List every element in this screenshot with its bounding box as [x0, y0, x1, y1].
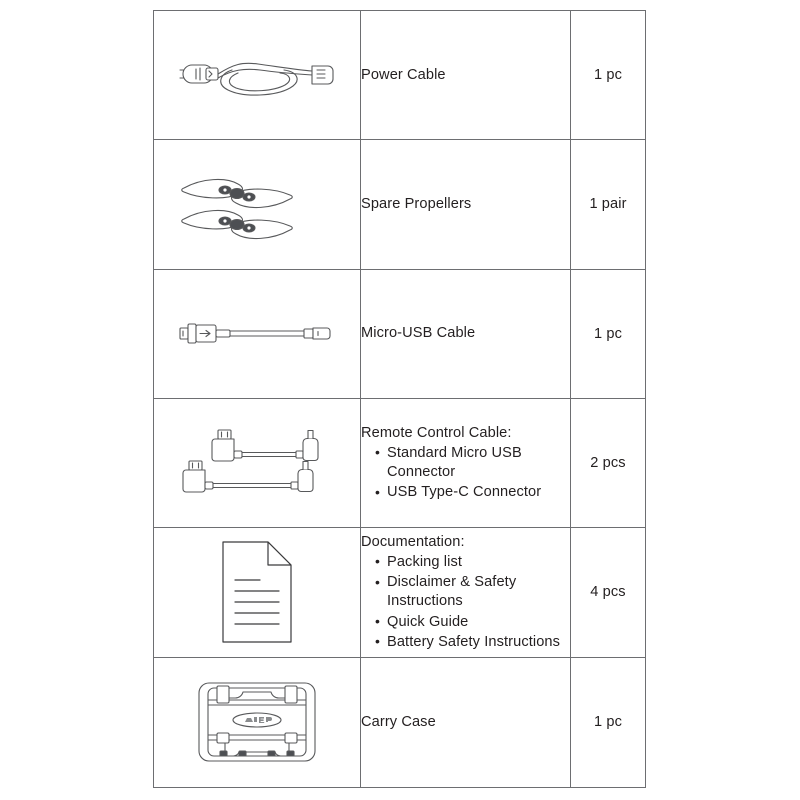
- item-image-cell: [154, 269, 361, 398]
- item-qty-cell: 1 pair: [571, 140, 646, 269]
- list-item: • Disclaimer & Safety Instructions: [375, 573, 570, 612]
- item-qty-cell: 1 pc: [571, 269, 646, 398]
- list-item: • Packing list: [375, 553, 570, 572]
- micro-usb-cable-icon: [172, 325, 342, 342]
- list-item: • USB Type-C Connector: [375, 483, 570, 502]
- item-name: Power Cable: [361, 66, 446, 83]
- list-item: • Battery Safety Instructions: [375, 633, 570, 652]
- list-item: • Quick Guide: [375, 613, 570, 632]
- documentation-icon: [207, 584, 307, 601]
- remote-control-cable-icon: [172, 454, 342, 471]
- item-name-cell: [361, 269, 571, 398]
- item-image-cell: [154, 398, 361, 527]
- item-qty-cell: 4 pcs: [571, 528, 646, 657]
- item-name: Spare Propellers: [361, 195, 472, 212]
- table-row: [154, 140, 646, 269]
- power-cable-icon: [172, 66, 342, 83]
- table-row: [154, 11, 646, 140]
- item-name-cell: [361, 657, 571, 787]
- item-qty-cell: 1 pc: [571, 11, 646, 140]
- item-name-cell: [361, 398, 571, 527]
- item-qty-cell: 1 pc: [571, 657, 646, 787]
- item-image-cell: [154, 140, 361, 269]
- carry-case-icon: [195, 714, 319, 731]
- table-row: [154, 398, 646, 527]
- item-bullet-list: [361, 553, 570, 652]
- table-row: [154, 528, 646, 657]
- list-item: • Standard Micro USB Connector: [375, 444, 570, 483]
- item-bullet-list: [361, 444, 570, 503]
- table-row: [154, 269, 646, 398]
- item-name: Documentation:: [361, 533, 465, 550]
- item-image-cell: [154, 528, 361, 657]
- item-name-cell: [361, 11, 571, 140]
- item-image-cell: [154, 657, 361, 787]
- item-name: Micro-USB Cable: [361, 325, 476, 342]
- item-name-cell: [361, 140, 571, 269]
- table-row: [154, 657, 646, 787]
- propellers-icon: [172, 196, 342, 213]
- packing-list-table: [153, 10, 646, 788]
- item-name-cell: [361, 528, 571, 657]
- item-name: Remote Control Cable:: [361, 424, 512, 441]
- item-image-cell: [154, 11, 361, 140]
- item-name: Carry Case: [361, 713, 436, 730]
- item-qty-cell: 2 pcs: [571, 398, 646, 527]
